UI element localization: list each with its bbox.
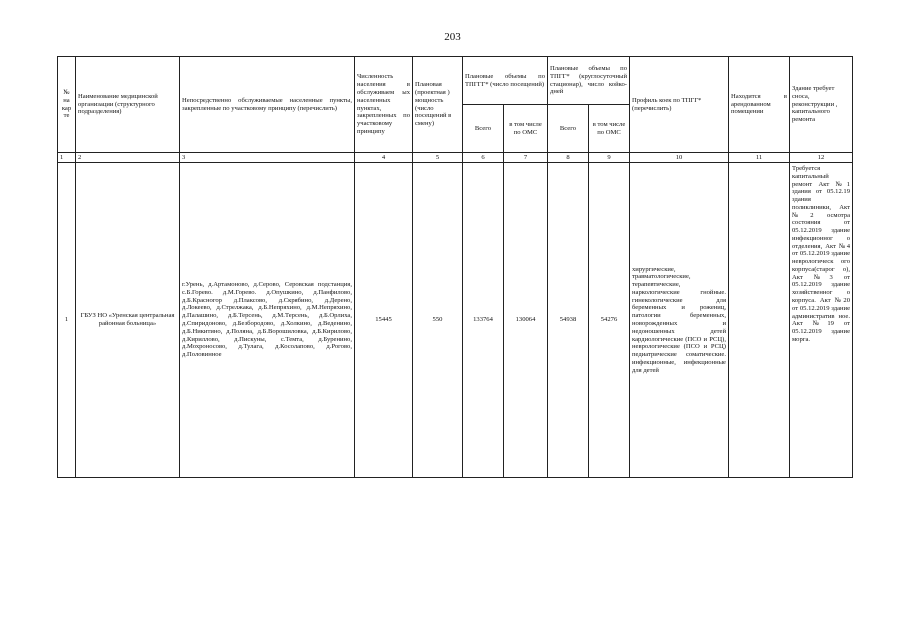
table-row (58, 163, 853, 478)
column-number: 9 (589, 153, 630, 163)
column-number: 4 (355, 153, 413, 163)
row-visits-total: 133764 (463, 163, 504, 478)
header-visits-total: Всего (463, 105, 504, 153)
column-number-row (58, 153, 853, 163)
row-bed-profiles: хирургические, травматологические, терапевтические, наркологические гнойные. гинекологические для беременных и рожениц, патологии беременных, новорожденных и недоношенных детей кардиологические (ПСО и РСЦ), неврологические (ПСО и РСЦ) педиатрические соматические. инфекционные, инфекционные для детей (630, 163, 729, 478)
header-capacity: Плановая (проектная ) мощность (число посещений в смену) (413, 57, 463, 153)
row-beds-oms: 54276 (589, 163, 630, 478)
row-organization: ГБУЗ НО «Уренская центральная районная больница» (76, 163, 180, 478)
row-capacity: 550 (413, 163, 463, 478)
row-number: 1 (58, 163, 76, 478)
row-repair: Требуется капитальный ремонт Акт №1 здания от 05.12.19 здания поликлиники, Акт №2 осмотра состояния от 05.12.2019 здание инфекционног о отделения, Акт №4 от 05.12.2019 здание неврологическ ого корпуса(старог о), Акт №3 от 05.12.2019 здание хозяйственног о корпуса. Акт №20 от 05.12.2019 здание административ ное. Акт №19 от 05.12.2019 здание морга. (790, 163, 853, 478)
header-bed-profiles: Профиль коек по ТПГГ* (перечислить) (630, 57, 729, 153)
row-visits-oms: 130064 (504, 163, 548, 478)
header-beds-total: Всего (548, 105, 589, 153)
row-rented (729, 163, 790, 478)
column-number: 2 (76, 153, 180, 163)
column-number: 11 (729, 153, 790, 163)
row-localities: г.Урень, д.Артамоново, д.Серово, Серовская подстанция, с.Б.Горево. д.М.Горево. д.Опушкино, д.Панфилово, д.Б.Красногор д.Плаксово, д.Скрябино, д.Дерено, д.Локеево, д.Стрелжака, д.Б.Непряхино, д.М.Непряхино, д.Палашино, д.Б.Терсень, д.М.Терсень, д.Б.Орлиха, д.Спиридоново, д.Безбородово, д.Холкино, д.Веденино, д.Б.Никитино, д.Поляна, д.Б.Ворошиловка, д.Б.Кирилово, д.Кириллово, д.Пискуны, с.Темта, д.Буренино, д.Мохроносово, д.Тулага, д.Косолапово, д.Рогово, д.Половинное (180, 163, 355, 478)
column-number: 7 (504, 153, 548, 163)
header-rented: Находится в арендованном помещении (729, 57, 790, 153)
header-visits-group: Плановые объемы по ТПГГГ* (число посещений) (463, 57, 548, 105)
header-localities: Непосредственно обслуживаемые населенные пункты, закрепленные по участковому принципу (перечислить) (180, 57, 355, 153)
column-number: 8 (548, 153, 589, 163)
header-beds-oms: в том числе по ОМС (589, 105, 630, 153)
column-number: 5 (413, 153, 463, 163)
row-beds-total: 54938 (548, 163, 589, 478)
column-number: 10 (630, 153, 729, 163)
header-visits-oms: в том числе по ОМС (504, 105, 548, 153)
header-beds-group: Плановые объемы по ТПГГ* (круглосуточный стационар), число койко-дней (548, 57, 630, 105)
column-number: 1 (58, 153, 76, 163)
header-org: Наименование медицинской организации (структурного подразделения) (76, 57, 180, 153)
page-number: 203 (444, 31, 461, 43)
column-number: 3 (180, 153, 355, 163)
row-population: 15445 (355, 163, 413, 478)
header-row-1 (58, 57, 853, 105)
facilities-table (57, 56, 853, 478)
column-number: 12 (790, 153, 853, 163)
header-repair: Здание требует сноса, реконструкции , капитального ремонта (790, 57, 853, 153)
header-num: № на кар те (58, 57, 76, 153)
column-number: 6 (463, 153, 504, 163)
header-population: Численность населения в обслуживаем ых населенных пунктах, закрепленных по участковому принципу (355, 57, 413, 153)
